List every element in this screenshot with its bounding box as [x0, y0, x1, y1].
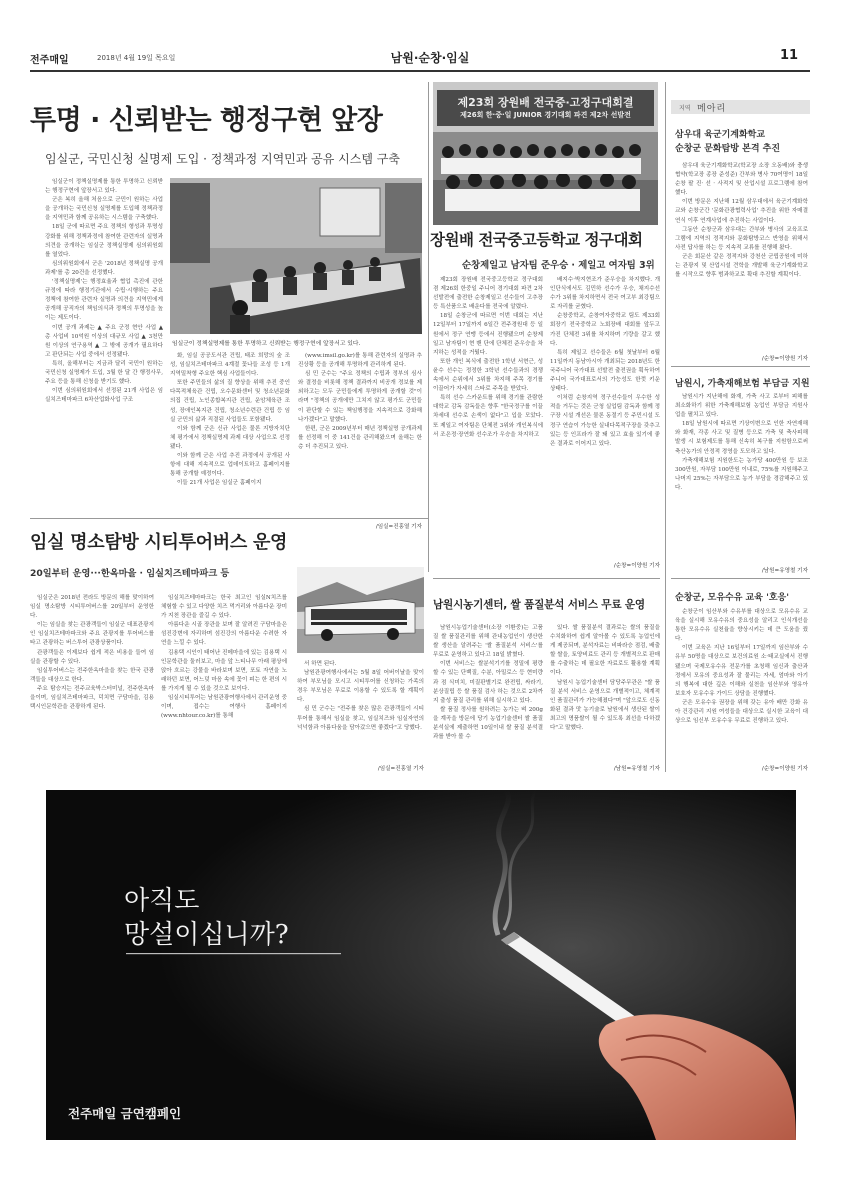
sidebar-divider-1 — [671, 366, 810, 367]
ad-line2: 망설이십니까? — [124, 920, 289, 950]
sidebar-label: 지역 — [679, 105, 691, 112]
sidebar-item1-p3: 그동안 순창군과 삼우대는 간부와 병사의 교육프로그램에 지역의 정적지와 문화탐방코스 반영을 위해서 사전 답사를 하는 등 지속적 교류를 진행해 왔다. — [675, 226, 808, 251]
ad-background-image — [46, 790, 796, 1140]
story1-col1-p7: 특히, 올해부터는 지금과 달리 국민이 원하는 국민신청 실명제가 도입, 3월 한 달 간 행정사무, 주요 등을 통해 신청을 받기도 했다. — [45, 360, 163, 386]
story2-photo — [433, 82, 658, 225]
sidebar-item3-byline: /순창=이양원 기자 — [761, 766, 808, 772]
story4-col1-p2: 이번 서비스는 쌀분석기기를 정밀에 평량할 수 있는 단백질, 수분, 아밀로스 등 현미량과 점 식미치, 미질판별기로 완전립, 싸라기, 분상질립 등 쌀 품질 검사 하는 것으로 2차까지 출성 품질 관리를 위해 실시하고 있다. — [433, 661, 543, 704]
sidebar-item2-p3: 가축재해보험 지원한도는 농가당 400만원 등 보조 300만원, 자부담 100만원 이내로, 75%를 지원해주고 나머지 25%는 자부담으로 농가 부담을 경감해주고 있다. — [675, 457, 808, 491]
story1-subhead: 임실군, 국민신청 실명제 도입 · 정책과정 지역민과 공유 시스템 구축 — [45, 152, 400, 166]
story3-col1-p2: 이는 임실을 찾는 관광객들이 임실군 대표관광지인 임실치즈테마파크와 주요 관광지를 투어버스를 타고 관광하는 버스투어 관광상품이다. — [30, 622, 154, 647]
meeting-room-image — [170, 178, 422, 334]
story1-col3-p3: 한편, 군은 2009년부터 매년 정책실명 공개과제를 선정해 이 중 141건을 관리해왔으며 올해는 한층 더 추진되고 있다. — [298, 425, 422, 450]
story1-photo-caption: 임실군이 정책실명제를 통한 투명하고 신뢰받는 행정구현에 앞장서고 있다. — [172, 341, 361, 347]
sidebar-item2-p1: 남원시가 지난해에 화재, 가축 사고 로부터 피해를 최소화하기 위한 가축재해보험 농업인 부담금 지원사업을 펼치고 있다. — [675, 394, 808, 419]
story1-photo — [170, 178, 422, 334]
story1-col2-p2: 또한 주민들의 삶의 질 향상을 위해 추진 중인 다목적체육관 건립, 오수문화센터 및 청소년문화의집 건립, 노인종합복지관 건립, 운암체육관 조성, 장애인복지관 건립, 청소년수련관 건립 등 임실 군민의 삶과 직결된 사업들도 포함됐다. — [170, 380, 290, 423]
sidebar-item1-byline: /순창=이양원 기자 — [761, 356, 808, 362]
masthead-paper: 전주매일 — [30, 55, 69, 66]
story1-col1-p5: '정책실명제'는 행정효율과 협업 촉진에 관한 규정에 따라 행정기관에서 수립·시행하는 주요 정책에 참여한 관련자 실명과 의견을 지역민에게 공개해 공직자의 책임의식과 정책의 투명성을 높이는 제도이다. — [45, 279, 163, 322]
story1-col1-p1: 임실군이 정책실명제를 통한 투명하고 신뢰받는 행정구현에 앞장서고 있다. — [45, 179, 163, 195]
story2-col2-p2: 순창중학교, 순창여자중학교 팀도 제33회 회장기 전국중학교 노회장배 대회를 앞두고 가진 단체전 3위를 차지하며 기량을 갈고 했다. — [550, 313, 660, 347]
story3-col2-p2: 아름다운 시골 장관을 보며 잘 알려진 구담마을은 섬진강변에 자리하며 섬진강의 아름다운 수려한 자연을 느낄 수 있다. — [161, 622, 287, 647]
story3-headline: 임실 명소탐방 시티투어버스 운영 — [30, 532, 288, 553]
story3-col2-p1: 임실치즈테마파크는 한국 최고인 임실N치즈를 체험할 수 있고 다양한 치즈 먹거리와 아름다운 장미 가 지천 장관을 즐길 수 있다. — [161, 595, 287, 620]
story1-byline: /임실=진홍열 기자 — [375, 524, 422, 530]
masthead-section: 남원·순창·임실 — [390, 51, 470, 65]
sidebar-item2-body — [675, 393, 808, 563]
story4-col2-p1: 있다. 쌀 품질분석 결과로는 쌀의 품질을 수치화하여 쉽게 알아볼 수 있도록 농업인에게 제공되며, 분석자료는 비파라승 점검, 배출할 쌀을, 토양비료도 관리 등 개별적으로 판매를 수출하는 데 필요한 자료로도 활용할 계획이다. — [550, 625, 660, 677]
section-rule-2 — [433, 578, 660, 579]
story4-col1-p1: 남원시농업기술센터(소장 이환중)는 고품질 쌀 품질관리를 위해 관내농업인이 생산한 쌀 생산을 알려주는 '쌀 품질분석 서비스'를 무료로 운영하고 있다고 18일 밝혔다. — [433, 625, 543, 659]
sidebar-item1-p2: 이번 방문은 지난해 12월 삼우대에서 육군기계화학교와 순창군간 '문화관광협력사업' 추진을 위한 자매결연식 이후 연계사업에 추진하는 사업이다. — [675, 199, 808, 224]
story1-col3-p1: (www.imsil.go.kr)를 통해 관련자의 실명과 추진상황 등을 공개해 투명하게 관리하게 된다. — [298, 353, 422, 369]
story1-col2-p5: 이들 21개 사업은 임실군 홈페이지 — [177, 480, 262, 487]
sidebar-item2-p2: 18일 남원시에 따르면 기상이변으로 인한 자연재해와 화재, 각종 사고 및 질병 등으로 가축 및 축사피해 발생 시 보험제도를 통해 신속히 복구를 지원함으로써 축산농가의 안정적 경영을 도모하고 있다. — [675, 421, 808, 455]
sidebar-item3-headline: 순창군, 모유수유 교육 '호응' — [675, 593, 789, 603]
ad-line1: 아직도 — [124, 886, 200, 916]
story3-col2-p3: 김용택 시인이 태어난 진메마을에 있는 김용택 시인문학관을 둘러보고, 마을 앞 느티나무 아래 평상에 앉아 흐르는 강물을 바라보며 보면, 포토 자연을 노래하던 보면, 어느덧 마음 속에 꽃이 피는 한 편의 시를 가지게 될 수 있을 것으로 보이다. — [161, 649, 287, 692]
masthead-page: 11 — [780, 48, 799, 63]
story3-subhead: 20일부터 운영···한옥마을 · 임실치즈테마파크 등 — [30, 568, 230, 579]
story2-col2-p4: 이처럼 순창지역 정구선수들이 우수한 성적을 거두는 것은 군청 실업팀 감독과 함께 정구장 시설 개선은 물론 동절기 등 주민시설 도 정구 연습이 가능한 실내다목적구장을 갖추고 있는 등 인프라가 잘 돼 있고 효율 있기에 좋은 결과로 이어지고 있다. — [550, 395, 660, 447]
anti-smoking-ad — [46, 790, 796, 1140]
masthead-date: 2018년 4월 19일 목요일 — [97, 54, 176, 62]
story1-col1-p3: 18일 군에 따르면 주요 정책의 형성과 투명성 강화를 위해 정책과정에 참여한 관련자의 실명과 의견을 공개하는 임실군 정책실명제 심의위원회를 열었다. — [45, 224, 163, 258]
story2-col1-p3: 또한 개인 복식에 출전한 1학년 서현근, 성윤수 선수는 정정한 3학년 선수들과의 경쟁 속에서 순위에서 3위를 차지해 주목 경기를 이끌어가 자세히 스타로 주목을 받았다. — [433, 358, 543, 393]
story3-col2-p4: 임실시티투어는 남원관광여행사에서 관리운영 중이며, 접수는 여행사 홈페이지(www.nhtour.co.kr)를 통해 — [161, 695, 287, 720]
story1-col3 — [298, 352, 422, 520]
story4-col2-p2: 남원시 농업기술센터 담당주무관은 "쌀 품질 분석 서비스 운영으로 개별적이고, 체계적인 품질관리가 가능해졌다"며 "앞으로도 신동화된 결과 맛 농기술로 남원에서 생산된 쌀이 최고의 명품쌀이 될 수 있도록 최선을 다하겠다"고 말했다. — [550, 679, 660, 732]
story1-col1-p4: 심의위원회에서 군은 '2018년 정책실명 공개과제'를 총 20건을 선정했다. — [45, 260, 163, 276]
story1-col1-p8: 이번 심의위원회에서 선정된 21개 사업은 임실치즈테마파크 6차산업화사업 구조 — [45, 388, 163, 404]
story3-col1-p3: 관광객들은 이제보다 쉽게 적은 비용을 들여 임실을 관광할 수 있다. — [30, 649, 154, 665]
story3-col1 — [30, 594, 154, 770]
story2-subhead: 순창제일고 남자팀 준우승 · 제일고 여자팀 3위 — [462, 260, 655, 271]
story1-col2 — [170, 352, 290, 532]
story2-col2-p1: 배지수·박지현조가 준우승을 차지했다. 개인단식에서도 김민하 선수가 우승, 채지수선수가 3위를 차지하면서 전국 여고부 최강팀으로 자리를 굳혔다. — [550, 277, 660, 311]
sidebar-item1-headline: 삼우대 육군기계화학교 순창군 문화탐방 본격 추진 — [675, 130, 781, 154]
story4-byline: /남원=유영철 기자 — [613, 766, 660, 772]
story3-col1-p1: 임실군은 2018년 전라도 방문의 해를 맞이하여 임실 명소탐방 시티투어버스를 20일부터 운영한다. — [30, 595, 154, 620]
story2-col2 — [550, 276, 660, 558]
story1-col1-p6: 이번 공개 과제는 ▲ 주요 군정 현안 사업 ▲ 총 사업비 10억원 이상의 대규모 사업 ▲ 3천만원 이상의 연구용역 ▲ 그 밖에 공개가 필요하다고 판단되는 사업 중에서 선정됐다. — [45, 324, 163, 358]
masthead-rule — [30, 70, 810, 72]
story1-col1-p2: 군은 복히 올해 처음으로 군민이 원하는 사업을 공개하는 국민신청 실명제를 도입해 정책과정을 지역민과 함께 공유하는 시스템을 구축했다. — [45, 197, 163, 222]
story4-col1-p3: 쌀 품질 정사를 원하려는 농가는 벼 200g을 계곡을 방문에 당기 농업기술센터 쌀 품질 분석실에 제출하면 10일이내 쌀 품질 분석결과를 받아 볼 수 — [433, 706, 543, 741]
story3-col3 — [297, 660, 424, 760]
story2-col1-p4: 특히 선수 스카운트를 위해 경기를 관람한 대학교 감독 감독들은 향후 "한국정구를 이끌 차세대 선수로 손색이 없다"고 입을 모았다. 또 제일고 여자팀은 단체전 3위와 개인복식에서 조은정·장연화 선수조가 우승을 차지하고 — [433, 395, 543, 438]
sidebar-item2-byline: /남원=유영철 기자 — [761, 568, 808, 574]
story1-col2-p1: 화, 임실 공공도서관 건립, 태조 희망의 숲 조성, 임실치즈테마파크 4계절 꽃나들 조성 등 1개 지역밀착형 주요한 핵심 사업들이다. — [170, 353, 290, 378]
sidebar-item3-p2: 이번 교육은 지난 16일부터 17일까지 임산부와 수유부 50명을 대상으로 보건의료원 소·태교실에서 진행됐으며 국제모유수유 전문가를 초청해 임신과 출산과정에서 모유의 중요성과 잘 물리는 자세, 엄마와 아기의 행복에 대한 깊은 이해와 실천을 임산부와 영유아 보호자 모유수유 가이드 상담을 진행했다. — [675, 645, 808, 697]
sidebar-header — [671, 100, 810, 114]
story2-byline: /순창=이양원 기자 — [613, 563, 660, 569]
story3-col3-p3: 심 민 군수는 "전주를 찾은 많은 관광객들이 시티투어를 통해서 임실을 찾고, 임실치즈와 임실자연의 넉넉함과 아름다움을 담아갔으면 좋겠다"고 당했다. — [297, 706, 424, 731]
column-divider-1 — [428, 82, 429, 572]
story1-col2-p4: 이와 함께 군은 사업 추진 과정에서 공개된 사항에 대해 지속적으로 업데이트하고 홈페이지를 통해 공개할 예정이다. — [170, 453, 290, 478]
story3-col2 — [161, 594, 287, 770]
story1-col3-p2: 심 민 군수는 "주요 정책의 수립과 정부의 심사와 결정을 비롯해 정책 결과까지 비공개 정보를 제외하고는 모두 군민들에게 투명하게 공개할 것"이라며 "정책의 공개에만 그치지 않고 평가도 군민들이 판단할 수 있는 책임행정을 지속적으로 강화해 나가겠다"고 말했다. — [298, 371, 422, 423]
story3-col3-p2: 남원관광여행사에서는 5월 8일 어버이날을 맞이하여 부모님을 모시고 시티투어를 신청하는 가족의 경우 부모님은 무료로 이용할 수 있도록 할 계획이다. — [297, 670, 424, 704]
story2-photo-banner2: 제26회 한·중·일 JUNIOR 경기대회 파견 제2차 선발전 — [460, 111, 631, 119]
story1-headline: 투명 · 신뢰받는 행정구현 앞장 — [30, 105, 383, 136]
story4-col2 — [550, 624, 660, 764]
story2-photo-banner: 제23회 장원배 전국중·고정구대회결 — [457, 96, 634, 109]
tour-bus-image — [297, 567, 424, 653]
story2-col1 — [433, 276, 543, 570]
sidebar-item2-headline: 남원시, 가축재해보험 부담금 지원 — [675, 379, 810, 389]
story3-byline: /임실=진홍열 기자 — [377, 766, 424, 772]
story2-col2-p3: 특히 제일고 선수들은 6월 첫날부터 6월 11일까지 동남아시아 개최되는 2018년도 한국주니어 국가대표 선발전 출전권을 획득하여 주니어 국가대표로서의 가능성도 한껏 키운 상태다. — [550, 349, 660, 393]
sidebar-item3-body — [675, 608, 808, 763]
section-rule-1 — [30, 518, 428, 519]
story3-col1-p5: 주요 탐승지는 전주교육박스터미널, 전주한옥마을이며, 임실치즈테마파크, 덕치면 구담마을, 김용택시인문학관을 관광하게 된다. — [30, 685, 154, 711]
story2-headline: 장원배 전국중고등학교 정구대회 — [430, 231, 643, 249]
sidebar-item3-p3: 군은 모유수유 권장을 위해 갖는 유아 배만 강화 유아 건강관리 지원 여성들을 대상으로 실시한 교육이 대상으로 임신부 모유수유 무료로 진행하고 있다. — [675, 699, 808, 725]
column-divider-2 — [665, 82, 666, 772]
sidebar-divider-2 — [671, 578, 810, 579]
story4-col1 — [433, 624, 543, 770]
story2-col1-p1: 제23회 장원배 전국중고등학교 정구대회 겸 제26회 한중일 주니어 경기대회 파견 2차 선발전에 출전한 순창제일고 선수들이 고추장 등 특산품으로 배운다를 전국에 알렸다. — [433, 277, 543, 311]
story2-col1-p2: 18일 순창군에 따르면 이번 대회는 지난 12일부터 17일까지 6일간 전주경원대 등 일원에서 정구 연맹 등에서 진행됐으며 순창제일고 남자팀이 현 밴 단에 단체전 준우승을 차지하는 성적을 거뒀다. — [433, 313, 543, 356]
sidebar-item3-p1: 순창군이 임산부와 수유부를 대상으로 모유수유 교육을 실시해 모유수유의 중요성을 알리고 인식개선을 통한 모유수유 실천율을 향상시키는 데 큰 도움을 줬다. — [675, 609, 808, 643]
story1-col2-p3: 이와 함께 군은 신규 사업은 물론 지방자치단체 평가에서 정책실명제 과제 대상 사업으로 선정됐다. — [170, 425, 290, 450]
story3-col3-p1: 서 하면 된다. — [304, 661, 337, 667]
ad-footer: 전주매일 금연캠페인 — [68, 1106, 182, 1121]
sidebar-item1-body — [675, 162, 808, 352]
sidebar-item1-p1: 삼우대 육군기계화학교(학교장 소장 오동배)와 충생협약(학교장 종장 준성준) 간부와 병사 70여명이 18일 순창 팔 진· 선 · 사적지 및 산업시설 프로그램에 참여했다. — [675, 163, 808, 197]
sidebar-title: 메아리 — [697, 104, 727, 114]
story3-col1-p4: 임실투어버스는 전주한옥마을을 찾는 한국 관광객들을 대상으로 한다. — [30, 667, 154, 683]
story4-headline: 남원시농기센터, 쌀 품질분석 서비스 무료 운영 — [433, 599, 645, 611]
story3-photo — [297, 567, 424, 653]
sidebar-item1-p4: 군은 회문산 같은 정적지와 강천산 군립공원에 미하는 관광지 및 산업시설 견학을 개발해 육군기계화학교를 시작으로 향후 범과하교로 확대 추진할 계획이다. — [675, 253, 808, 279]
